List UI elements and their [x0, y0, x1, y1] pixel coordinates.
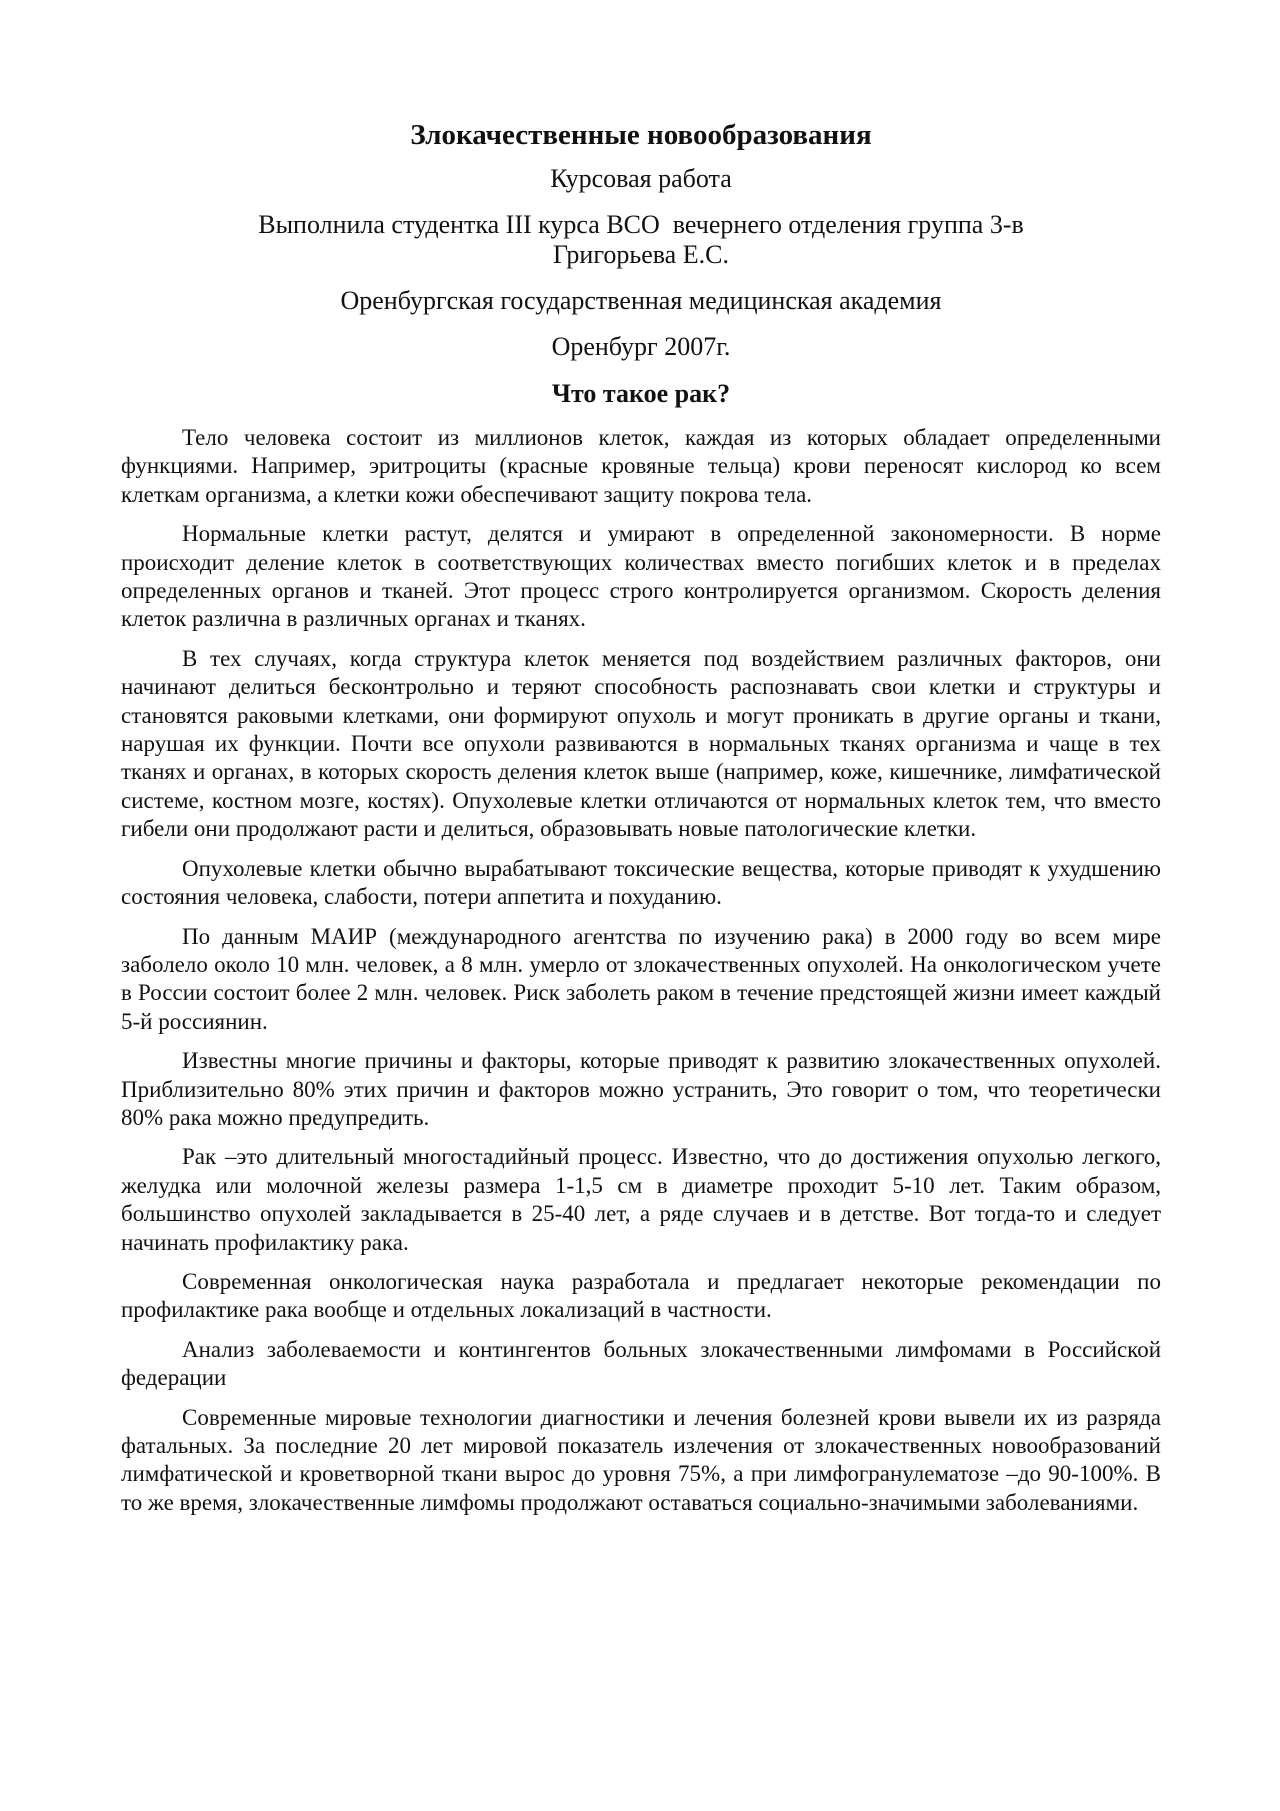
document-title: Злокачественные новообразования: [410, 119, 872, 151]
paragraph: Тело человека состоит из миллионов клеток, каждая из которых обладает определенными функциями. Например, эритроциты (красные кровяные тельца) крови переносят кислород ко всем клеткам организма, а клетки кожи обеспечивают защиту покрова тела.: [121, 425, 1161, 507]
paragraph: По данным МАИР (международного агентства по изучению рака) в 2000 году во всем мире заболело около 10 млн. человек, а 8 млн. умерло от злокачественных опухолей. На онкологическом учете в России состоит более 2 млн. человек. Риск заболеть раком в течение предстоящей жизни имеет каждый 5-й россиянин.: [121, 923, 1161, 1034]
paragraph: В тех случаях, когда структура клеток меняется под воздействием различных факторов, они начинают делиться бесконтрольно и теряют способность распознавать свои клетки и структуры и становятся раковыми клетками, они формируют опухоль и могут проникать в другие органы и ткани, нарушая их функции. Почти все опухоли развиваются в нормальных тканях организма и чаще в тех тканях и органах, в которых скорость деления клеток выше (например, коже, кишечнике, лимфатической системе, костном мозге, костях). Опухолевые клетки отличаются от нормальных клеток тем, что вместо гибели они продолжают расти и делиться, образовывать новые патологические клетки.: [121, 645, 1161, 842]
city-year: Оренбург 2007г.: [551, 332, 731, 361]
paragraph: Нормальные клетки растут, делятся и умирают в определенной закономерности. В норме происходит деление клеток в соответствующих количествах вместо погибших клеток и в пределах определенных органов и тканей. Этот процесс строго контролируется организмом. Скорость деления клеток различна в различных органах и тканях.: [121, 521, 1161, 632]
paragraph: Анализ заболеваемости и контингентов больных злокачественными лимфомами в Российской федерации: [121, 1336, 1161, 1391]
paragraph: Современные мировые технологии диагностики и лечения болезней крови вывели их из разряда фатальных. За последние 20 лет мировой показатель излечения от злокачественных новообразований лимфатической и кроветворной ткани вырос до уровня 75%, а при лимфогранулематозе –до 90-100%. В то же время, злокачественные лимфомы продолжают оставаться социально-значимыми заболеваниями.: [121, 1404, 1161, 1515]
paragraph: Опухолевые клетки обычно вырабатывают токсические вещества, которые приводят к ухудшению состояния человека, слабости, потери аппетита и похуданию.: [121, 855, 1161, 910]
section-heading: Что такое рак?: [551, 379, 731, 408]
author-line-1: Выполнила студентка III курса ВСО вечернего отделения группа 3-в: [258, 210, 1024, 239]
document-page: [121, 118, 1161, 1528]
institution: Оренбургская государственная медицинская академия: [340, 286, 942, 315]
paragraph: Рак –это длительный многостадийный процесс. Известно, что до достижения опухолью легкого, желудка или молочной железы размера 1-1,5 см в диаметре проходит 5-10 лет. Таким образом, большинство опухолей закладывается в 25-40 лет, а ряде случаев и в детстве. Вот тогда-то и следует начинать профилактику рака.: [121, 1144, 1161, 1255]
document-type: Курсовая работа: [550, 164, 732, 193]
paragraph: Известны многие причины и факторы, которые приводят к развитию злокачественных опухолей. Приблизительно 80% этих причин и факторов можно устранить, Это говорит о том, что теоретически 80% рака можно предупредить.: [121, 1048, 1161, 1130]
paragraph: Современная онкологическая наука разработала и предлагает некоторые рекомендации по профилактике рака вообще и отдельных локализаций в частности.: [121, 1268, 1161, 1323]
author-line-2: Григорьева Е.С.: [553, 240, 729, 269]
author-block: [121, 210, 1161, 270]
